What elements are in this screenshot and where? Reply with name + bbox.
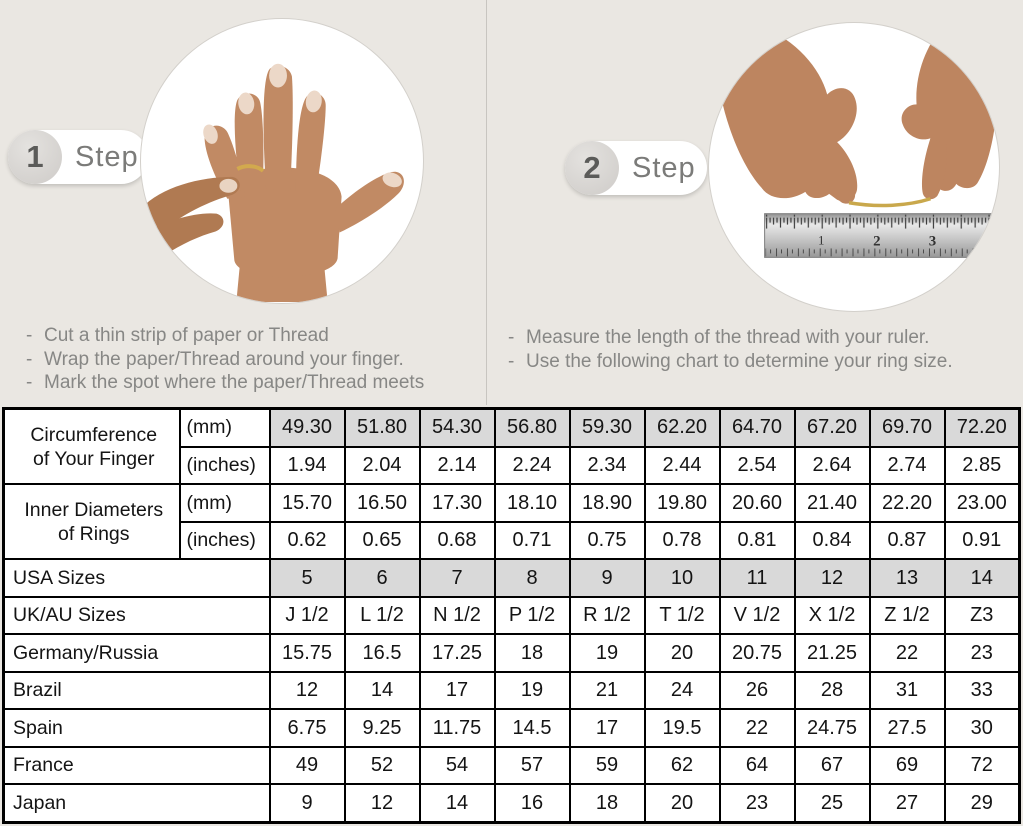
step-1-photo-circle (140, 18, 424, 304)
value-cell: 72.20 (945, 409, 1020, 447)
value-cell: 14 (345, 672, 420, 710)
value-cell: 20.60 (720, 484, 795, 522)
value-cell: 9 (270, 784, 345, 822)
measuring-thread-ruler-illustration (709, 23, 999, 311)
value-cell: 31 (870, 672, 945, 710)
value-cell: 62 (645, 747, 720, 785)
value-cell: 56.80 (495, 409, 570, 447)
value-cell: 0.87 (870, 522, 945, 560)
value-cell: 51.80 (345, 409, 420, 447)
value-cell: Z3 (945, 597, 1020, 635)
value-cell: 0.84 (795, 522, 870, 560)
value-cell: 23 (945, 634, 1020, 672)
row-label: France (4, 747, 270, 785)
svg-text:1: 1 (818, 232, 825, 248)
row-label: Spain (4, 709, 270, 747)
value-cell: L 1/2 (345, 597, 420, 635)
value-cell: 10 (645, 559, 720, 597)
value-cell: 54 (420, 747, 495, 785)
value-cell: 0.81 (720, 522, 795, 560)
value-cell: 72 (945, 747, 1020, 785)
ring-size-chart (2, 407, 1021, 824)
value-cell: 49.30 (270, 409, 345, 447)
value-cell: 18 (495, 634, 570, 672)
value-cell: 25 (795, 784, 870, 822)
value-cell: N 1/2 (420, 597, 495, 635)
value-cell: 16.5 (345, 634, 420, 672)
value-cell: 69 (870, 747, 945, 785)
value-cell: 29 (945, 784, 1020, 822)
value-cell: 12 (345, 784, 420, 822)
gold-thread (849, 199, 930, 206)
value-cell: 64 (720, 747, 795, 785)
value-cell: 16 (495, 784, 570, 822)
value-cell: 57 (495, 747, 570, 785)
value-cell: 27 (870, 784, 945, 822)
value-cell: 62.20 (645, 409, 720, 447)
value-cell: 1.94 (270, 447, 345, 485)
step-2-number-circle: 2 (565, 141, 619, 195)
row-label: Brazil (4, 672, 270, 710)
step-2-photo-circle (708, 22, 1000, 312)
row-group-label: Circumference of Your Finger (4, 409, 180, 485)
value-cell: 2.64 (795, 447, 870, 485)
value-cell: 27.5 (870, 709, 945, 747)
row-group-label: Inner Diameters of Rings (4, 484, 180, 559)
step-1-number-circle: 1 (8, 130, 62, 184)
value-cell: 15.70 (270, 484, 345, 522)
instructions-section (0, 0, 1023, 407)
value-cell: 0.71 (495, 522, 570, 560)
unit-cell: (mm) (180, 409, 270, 447)
instruction-text: Wrap the paper/Thread around your finger. (44, 348, 404, 370)
instruction-line (22, 348, 482, 372)
value-cell: 2.44 (645, 447, 720, 485)
step-1-badge (8, 130, 148, 184)
value-cell: 7 (420, 559, 495, 597)
value-cell: 30 (945, 709, 1020, 747)
value-cell: 59 (570, 747, 645, 785)
value-cell: 21 (570, 672, 645, 710)
step-2-label: Step (632, 151, 696, 184)
value-cell: 19.80 (645, 484, 720, 522)
value-cell: 26 (720, 672, 795, 710)
value-cell: 18 (570, 784, 645, 822)
value-cell: 9.25 (345, 709, 420, 747)
table-row (4, 409, 1020, 447)
value-cell: 2.85 (945, 447, 1020, 485)
unit-cell: (inches) (180, 447, 270, 485)
svg-text:2: 2 (873, 233, 881, 250)
bullet-dash: - (26, 348, 33, 370)
value-cell: 11 (720, 559, 795, 597)
value-cell: 0.68 (420, 522, 495, 560)
value-cell: 17 (570, 709, 645, 747)
value-cell: 20.75 (720, 634, 795, 672)
ring-size-table (2, 407, 1021, 824)
vertical-divider (486, 0, 487, 405)
unit-cell: (inches) (180, 522, 270, 560)
value-cell: 2.74 (870, 447, 945, 485)
value-cell: 2.14 (420, 447, 495, 485)
value-cell: J 1/2 (270, 597, 345, 635)
value-cell: 52 (345, 747, 420, 785)
hand-with-thread-illustration (141, 19, 423, 303)
table-row (4, 672, 1020, 710)
value-cell: 8 (495, 559, 570, 597)
table-row (4, 784, 1020, 822)
row-label: UK/AU Sizes (4, 597, 270, 635)
value-cell: 2.24 (495, 447, 570, 485)
value-cell: 17 (420, 672, 495, 710)
value-cell: 0.65 (345, 522, 420, 560)
value-cell: 2.34 (570, 447, 645, 485)
row-label: USA Sizes (4, 559, 270, 597)
table-row (4, 484, 1020, 522)
instruction-line (22, 371, 482, 395)
value-cell: 12 (795, 559, 870, 597)
table-row (4, 747, 1020, 785)
value-cell: 14.5 (495, 709, 570, 747)
step-1-instructions (22, 324, 482, 395)
table-row (4, 709, 1020, 747)
value-cell: 6.75 (270, 709, 345, 747)
step-2-badge (565, 141, 707, 195)
row-label: Germany/Russia (4, 634, 270, 672)
bullet-dash: - (26, 325, 33, 346)
second-hand (141, 177, 240, 302)
row-label: Japan (4, 784, 270, 822)
value-cell: R 1/2 (570, 597, 645, 635)
value-cell: 6 (345, 559, 420, 597)
instruction-text: Mark the spot where the paper/Thread meets (44, 372, 425, 393)
ring-size-table-body (4, 409, 1020, 823)
instruction-text: Cut a thin strip of paper or Thread (44, 325, 329, 346)
value-cell: 17.30 (420, 484, 495, 522)
value-cell: 18.10 (495, 484, 570, 522)
table-row (4, 597, 1020, 635)
value-cell: 0.91 (945, 522, 1020, 560)
value-cell: 28 (795, 672, 870, 710)
value-cell: 21.40 (795, 484, 870, 522)
value-cell: 17.25 (420, 634, 495, 672)
value-cell: 19 (570, 634, 645, 672)
value-cell: 19.5 (645, 709, 720, 747)
value-cell: 9 (570, 559, 645, 597)
bullet-dash: - (26, 372, 33, 393)
value-cell: 23 (720, 784, 795, 822)
value-cell: 33 (945, 672, 1020, 710)
step-2-instructions (504, 326, 1022, 373)
value-cell: V 1/2 (720, 597, 795, 635)
value-cell: 0.78 (645, 522, 720, 560)
instruction-line (22, 324, 482, 348)
table-row (4, 634, 1020, 672)
value-cell: 16.50 (345, 484, 420, 522)
value-cell: 22 (720, 709, 795, 747)
value-cell: 22.20 (870, 484, 945, 522)
value-cell: 5 (270, 559, 345, 597)
value-cell: 2.04 (345, 447, 420, 485)
unit-cell: (mm) (180, 484, 270, 522)
value-cell: 19 (495, 672, 570, 710)
svg-text:3: 3 (928, 233, 937, 250)
value-cell: 2.54 (720, 447, 795, 485)
value-cell: 24.75 (795, 709, 870, 747)
value-cell: 69.70 (870, 409, 945, 447)
bullet-dash: - (508, 350, 515, 372)
value-cell: 49 (270, 747, 345, 785)
value-cell: 11.75 (420, 709, 495, 747)
value-cell: 20 (645, 634, 720, 672)
value-cell: 0.62 (270, 522, 345, 560)
instruction-line (504, 326, 1022, 350)
value-cell: P 1/2 (495, 597, 570, 635)
step-1-label: Step (75, 140, 139, 173)
value-cell: 67 (795, 747, 870, 785)
value-cell: 24 (645, 672, 720, 710)
value-cell: 13 (870, 559, 945, 597)
value-cell: 14 (945, 559, 1020, 597)
value-cell: 59.30 (570, 409, 645, 447)
instruction-text: Measure the length of the thread with your ruler. (526, 327, 930, 348)
value-cell: 54.30 (420, 409, 495, 447)
instruction-text: Use the following chart to determine your ring size. (526, 350, 953, 372)
value-cell: 23.00 (945, 484, 1020, 522)
value-cell: 22 (870, 634, 945, 672)
instruction-line (504, 350, 1022, 374)
value-cell: 15.75 (270, 634, 345, 672)
value-cell: Z 1/2 (870, 597, 945, 635)
value-cell: 67.20 (795, 409, 870, 447)
value-cell: 14 (420, 784, 495, 822)
bullet-dash: - (508, 327, 515, 348)
value-cell: 18.90 (570, 484, 645, 522)
value-cell: 20 (645, 784, 720, 822)
value-cell: 0.75 (570, 522, 645, 560)
value-cell: T 1/2 (645, 597, 720, 635)
value-cell: X 1/2 (795, 597, 870, 635)
table-row (4, 559, 1020, 597)
value-cell: 64.70 (720, 409, 795, 447)
value-cell: 12 (270, 672, 345, 710)
value-cell: 21.25 (795, 634, 870, 672)
